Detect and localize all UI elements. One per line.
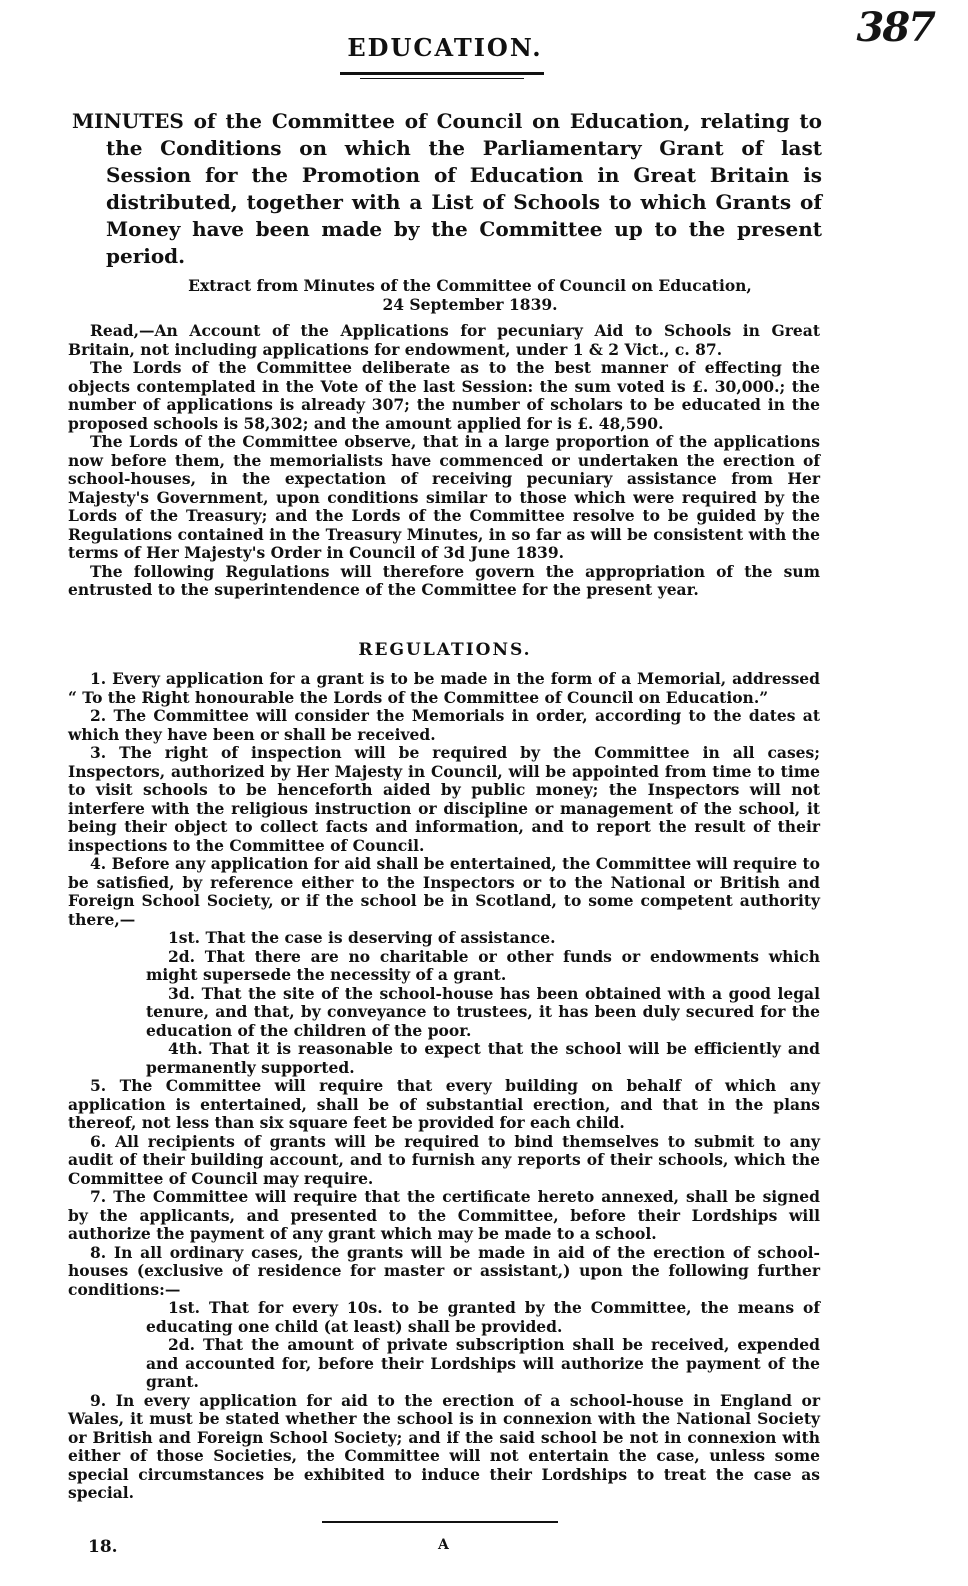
- regulation-4-item-3: 3d. That the site of the school-house has been obtained with a good legal tenure, and that, by conveyance to trustees, it has been duly secured for the education of the children of the poor.: [146, 983, 820, 1040]
- extract-heading: Extract from Minutes of the Committee of Council on Education,: [188, 276, 752, 295]
- intro-paragraph: [72, 108, 822, 270]
- regulation-7: 7. The Committee will require that the certificate hereto annexed, shall be signed by the applicants, and presented to the Committee, before their Lordships will authorize the payment of any grant which may be made to a school.: [68, 1187, 820, 1243]
- extract-date: 24 September 1839.: [382, 295, 558, 314]
- title-rule-thin: [360, 78, 524, 79]
- paragraph-read: Read,—An Account of the Applications for pecuniary Aid to Schools in Great Britain, not including applications for endowment, under 1 & 2 Vict., c. 87.: [68, 321, 820, 359]
- page-number: 18.: [88, 1537, 118, 1557]
- intro-text: MINUTES of the Committee of Council on Education, relating to the Conditions on which the Parliamentary Grant of last Session for the Promotion of Education in Great Britain is distributed, together with a List of Schools to which Grants of Money have been made by the Committee up to the present period.: [72, 109, 822, 268]
- regulation-3: 3. The right of inspection will be required by the Committee in all cases; Inspectors, authorized by Her Majesty in Council, will be appointed from time to time to visit schools to be henceforth aided by public money; the Inspectors will not interfere with the religious instruction or discipline or management of the school, it being their object to collect facts and information, and to report the result of their inspections to the Committee of Council.: [68, 743, 820, 855]
- regulation-6: 6. All recipients of grants will be required to bind themselves to submit to any audit of their building account, and to furnish any reports of their schools, which the Committee of Council may require.: [68, 1131, 820, 1188]
- regulation-5: 5. The Committee will require that every building on behalf of which any application is entertained, shall be of substantial erection, and that in the plans thereof, not less than six square feet be provided for each child.: [68, 1076, 820, 1132]
- regulation-4: 4. Before any application for aid shall be entertained, the Committee will require to be satisfied, by reference either to the Inspectors or to the National or British and Foreign School Society, or if the school be in Scotland, to some competent authority there,—: [68, 854, 820, 929]
- regulation-8-item-2: 2d. That the amount of private subscription shall be received, expended and accounted for, before their Lordships will authorize the payment of the grant.: [146, 1335, 820, 1391]
- paragraph-observe: The Lords of the Committee observe, that in a large proportion of the applications now before them, the memorialists have commenced or undertaken the erection of school-houses, in the expectation of receiving pecuniary assistance from Her Majesty's Government, upon conditions similar to those which were required by the Lords of the Treasury; and the Lords of the Committee resolve to be guided by the Regulations contained in the Treasury Minutes, in so far as will be consistent with the terms of Her Majesty's Order in Council of 3d June 1839.: [68, 432, 820, 562]
- title-rule-thick: [340, 72, 544, 75]
- regulation-8: 8. In all ordinary cases, the grants will be made in aid of the erection of school-houses (exclusive of residence for master or assistant,) upon the following further conditions:—: [68, 1242, 820, 1299]
- regulations-heading: REGULATIONS.: [358, 640, 532, 660]
- signature-mark: A: [438, 1537, 449, 1553]
- regulation-8-item-1: 1st. That for every 10s. to be granted by the Committee, the means of educating one child (at least) shall be provided.: [146, 1298, 820, 1336]
- extract-heading-block: [100, 276, 840, 314]
- regulation-1: 1. Every application for a grant is to be made in the form of a Memorial, addressed “ To the Right honourable the Lords of the Committee of Council on Education.”: [68, 669, 820, 707]
- bottom-rule: [322, 1521, 558, 1523]
- regulation-4-item-1: 1st. That the case is deserving of assistance.: [168, 928, 556, 947]
- regulations-body: [68, 670, 820, 1503]
- paragraph-deliberate: The Lords of the Committee deliberate as to the best manner of effecting the objects contemplated in the Vote of the last Session: the sum voted is £. 30,000.; the number of applications is already 307; the number of scholars to be educated in the proposed schools is 58,302; and the amount applied for is £. 48,590.: [68, 358, 820, 433]
- regulation-4-item-4: 4th. That it is reasonable to expect that the school will be efficiently and permanently supported.: [146, 1039, 820, 1077]
- page-title: EDUCATION.: [347, 33, 543, 62]
- paragraph-following: The following Regulations will therefore govern the appropriation of the sum entrusted to the superintendence of the Committee for the present year.: [68, 561, 820, 599]
- minutes-body: [68, 322, 820, 600]
- regulation-4-item-2: 2d. That there are no charitable or other funds or endowments which might supersede the necessity of a grant.: [146, 946, 820, 984]
- regulation-9: 9. In every application for aid to the erection of a school-house in England or Wales, it must be stated whether the school is in connexion with the National Society or British and Foreign School Society; and if the said school be not in connexion with either of those Societies, the Committee will not entertain the case, unless some special circumstances be exhibited to induce their Lordships to treat the case as special.: [68, 1390, 820, 1502]
- folio-number: 387: [856, 4, 934, 51]
- regulation-2: 2. The Committee will consider the Memorials in order, according to the dates at which they have been or shall be received.: [68, 706, 820, 744]
